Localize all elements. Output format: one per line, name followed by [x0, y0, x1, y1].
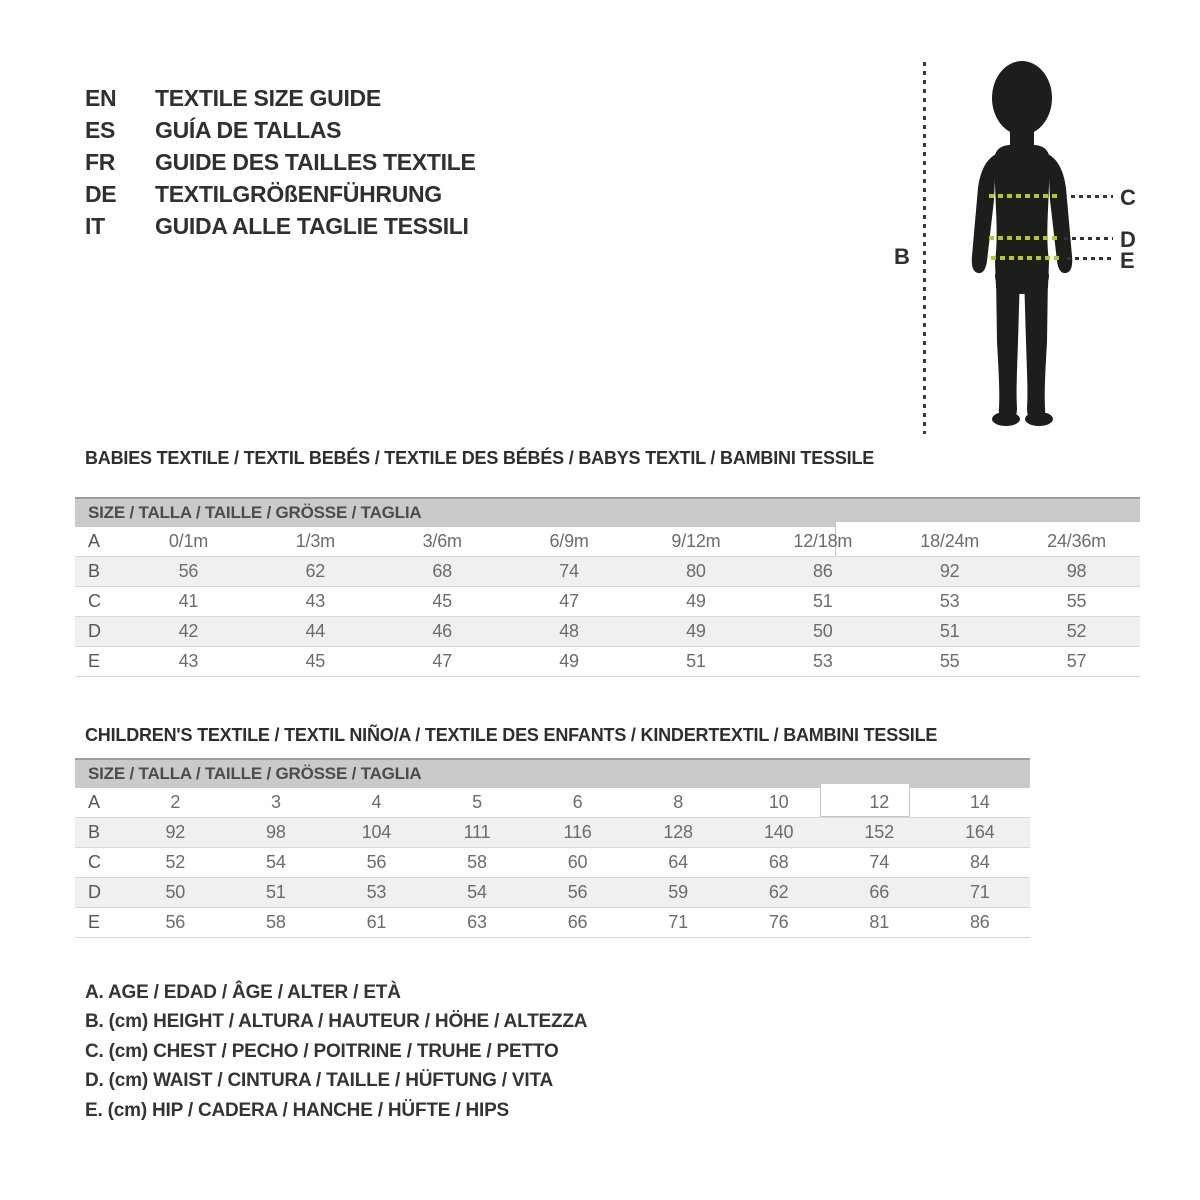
table-cell: 104 [361, 822, 392, 842]
table-cell: 24/36m [1047, 531, 1106, 551]
babies-table-title: BABIES TEXTILE / TEXTIL BEBÉS / TEXTILE DES BÉBÉS / BABYS TEXTIL / BAMBINI TESSILE [85, 448, 875, 468]
table-row [75, 818, 1030, 848]
row-label: C [88, 852, 101, 872]
table-cell: 1/3m [295, 531, 335, 551]
table-cell: 10 [768, 792, 789, 812]
table-cell: 62 [305, 561, 326, 581]
language-title: TEXTILE SIZE GUIDE [155, 85, 381, 111]
table-cell: 98 [266, 822, 286, 842]
table-cell: 74 [869, 852, 890, 872]
table-row [75, 527, 1140, 557]
table-cell: 47 [559, 591, 579, 611]
table-cell: 51 [266, 882, 286, 902]
table-cell: 52 [1066, 621, 1087, 641]
language-code: FR [85, 149, 116, 175]
table-cell: 43 [178, 651, 199, 671]
child-silhouette-icon [963, 60, 1085, 434]
table-cell: 51 [813, 591, 833, 611]
children-table-title: CHILDREN'S TEXTILE / TEXTIL NIÑO/A / TEXTILE DES ENFANTS / KINDERTEXTIL / BAMBINI TESSILE [85, 725, 938, 745]
table-cell: 57 [1066, 651, 1087, 671]
legend-line: E. (cm) HIP / CADERA / HANCHE / HÜFTE / HIPS [85, 1099, 510, 1121]
table-cell: 6/9m [549, 531, 589, 551]
table-cell: 43 [305, 591, 326, 611]
table-cell: 14 [969, 792, 990, 812]
table-cell: 12 [869, 792, 890, 812]
table-cell: 56 [366, 852, 387, 872]
table-cell: 55 [1066, 591, 1087, 611]
table-cell: 56 [567, 882, 588, 902]
table-cell: 50 [813, 621, 833, 641]
table-cell: 53 [939, 591, 960, 611]
row-label: D [88, 882, 101, 902]
table-cell: 56 [178, 561, 199, 581]
hip-leader-line [1067, 257, 1113, 260]
table-cell: 48 [559, 621, 579, 641]
height-dashed-line [923, 62, 926, 434]
chest-label: C [1120, 185, 1136, 210]
table-cell: 45 [432, 591, 452, 611]
table-cell: 58 [266, 912, 286, 932]
language-row [85, 146, 476, 178]
table-cell: 12/18m [793, 531, 853, 551]
language-row [85, 178, 476, 210]
babies-table-header: SIZE / TALLA / TAILLE / GRÖSSE / TAGLIA [75, 497, 1140, 527]
table-cell: 9/12m [671, 531, 721, 551]
table-cell: 3/6m [422, 531, 462, 551]
table-row [75, 617, 1140, 647]
table-cell: 80 [686, 561, 706, 581]
table-cell: 71 [969, 882, 990, 902]
table-cell: 8 [673, 792, 683, 812]
table-cell: 18/24m [920, 531, 980, 551]
table-cell: 56 [165, 912, 186, 932]
language-code: DE [85, 181, 117, 207]
table-cell: 4 [371, 792, 382, 812]
table-cell: 116 [563, 822, 592, 842]
row-label: E [88, 651, 101, 671]
table-cell: 60 [567, 852, 588, 872]
table-cell: 59 [668, 882, 688, 902]
table-row [75, 647, 1140, 677]
table-cell: 58 [467, 852, 487, 872]
row-label: A [88, 531, 101, 551]
babies-size-table [75, 497, 1140, 677]
table-cell: 51 [939, 621, 960, 641]
language-title: TEXTILGRÖßENFÜHRUNG [155, 181, 442, 207]
chest-measure-line [989, 194, 1059, 198]
table-cell: 164 [965, 822, 995, 842]
children-table-header: SIZE / TALLA / TAILLE / GRÖSSE / TAGLIA [75, 758, 1030, 788]
table-cell: 0/1m [168, 531, 209, 551]
table-cell: 47 [432, 651, 452, 671]
language-code: IT [85, 213, 105, 239]
table-cell: 49 [686, 621, 706, 641]
waist-measure-line [989, 236, 1059, 240]
language-title: GUÍA DE TALLAS [155, 117, 342, 143]
table-cell: 55 [939, 651, 960, 671]
table-cell: 111 [463, 822, 491, 842]
table-cell: 63 [467, 912, 487, 932]
table-cell: 54 [266, 852, 286, 872]
table-cell: 61 [366, 912, 387, 932]
table-cell: 41 [178, 591, 199, 611]
table-cell: 53 [813, 651, 833, 671]
table-row [75, 788, 1030, 818]
table-cell: 86 [969, 912, 990, 932]
table-row [75, 848, 1030, 878]
language-code: ES [85, 117, 116, 143]
table-cell: 51 [686, 651, 706, 671]
height-label: B [894, 244, 910, 269]
chest-leader-line [1071, 195, 1113, 198]
table-cell: 5 [472, 792, 482, 812]
waist-label: D [1120, 227, 1136, 252]
table-cell: 74 [559, 561, 579, 581]
table-cell: 71 [668, 912, 688, 932]
measurement-legend [85, 978, 587, 1125]
table-cell: 2 [170, 792, 181, 812]
table-cell: 66 [869, 882, 890, 902]
table-cell: 42 [178, 621, 199, 641]
waist-leader-line [1064, 237, 1113, 240]
row-label: C [88, 591, 101, 611]
hip-label: E [1120, 248, 1135, 273]
table-cell: 44 [305, 621, 326, 641]
table-row [75, 908, 1030, 938]
legend-line: D. (cm) WAIST / CINTURA / TAILLE / HÜFTUNG / VITA [85, 1070, 553, 1092]
language-list [85, 82, 476, 242]
table-cell: 140 [763, 822, 794, 842]
table-cell: 68 [768, 852, 789, 872]
language-row [85, 210, 476, 242]
table-cell: 81 [869, 912, 890, 932]
legend-line: B. (cm) HEIGHT / ALTURA / HAUTEUR / HÖHE / ALTEZZA [85, 1011, 588, 1033]
table-cell: 6 [572, 792, 583, 812]
language-row [85, 114, 476, 146]
table-cell: 152 [864, 822, 894, 842]
table-cell: 64 [668, 852, 688, 872]
table-cell: 68 [432, 561, 452, 581]
table-cell: 52 [165, 852, 186, 872]
table-row [75, 878, 1030, 908]
table-cell: 45 [305, 651, 326, 671]
row-label: E [88, 912, 101, 932]
table-cell: 92 [165, 822, 186, 842]
table-cell: 76 [768, 912, 789, 932]
hip-measure-line [991, 256, 1061, 260]
row-label: B [88, 822, 101, 842]
legend-line: C. (cm) CHEST / PECHO / POITRINE / TRUHE / PETTO [85, 1040, 559, 1062]
table-cell: 62 [768, 882, 789, 902]
table-cell: 98 [1066, 561, 1087, 581]
table-cell: 49 [559, 651, 579, 671]
table-cell: 92 [939, 561, 960, 581]
table-cell: 54 [467, 882, 487, 902]
language-code: EN [85, 85, 117, 111]
row-label: B [88, 561, 101, 581]
language-title: GUIDE DES TAILLES TEXTILE [155, 149, 476, 175]
table-cell: 46 [432, 621, 452, 641]
children-size-table [75, 758, 1030, 938]
table-row [75, 557, 1140, 587]
table-cell: 128 [663, 822, 693, 842]
legend-line: A. AGE / EDAD / ÂGE / ALTER / ETÀ [85, 982, 401, 1003]
table-cell: 53 [366, 882, 387, 902]
row-label: D [88, 621, 101, 641]
table-cell: 49 [686, 591, 706, 611]
table-cell: 86 [813, 561, 833, 581]
table-cell: 3 [270, 792, 281, 812]
table-row [75, 587, 1140, 617]
table-cell: 84 [969, 852, 990, 872]
table-cell: 50 [165, 882, 186, 902]
language-title: GUIDA ALLE TAGLIE TESSILI [155, 213, 469, 239]
table-cell: 66 [567, 912, 588, 932]
row-label: A [88, 792, 101, 812]
language-row [85, 82, 476, 114]
